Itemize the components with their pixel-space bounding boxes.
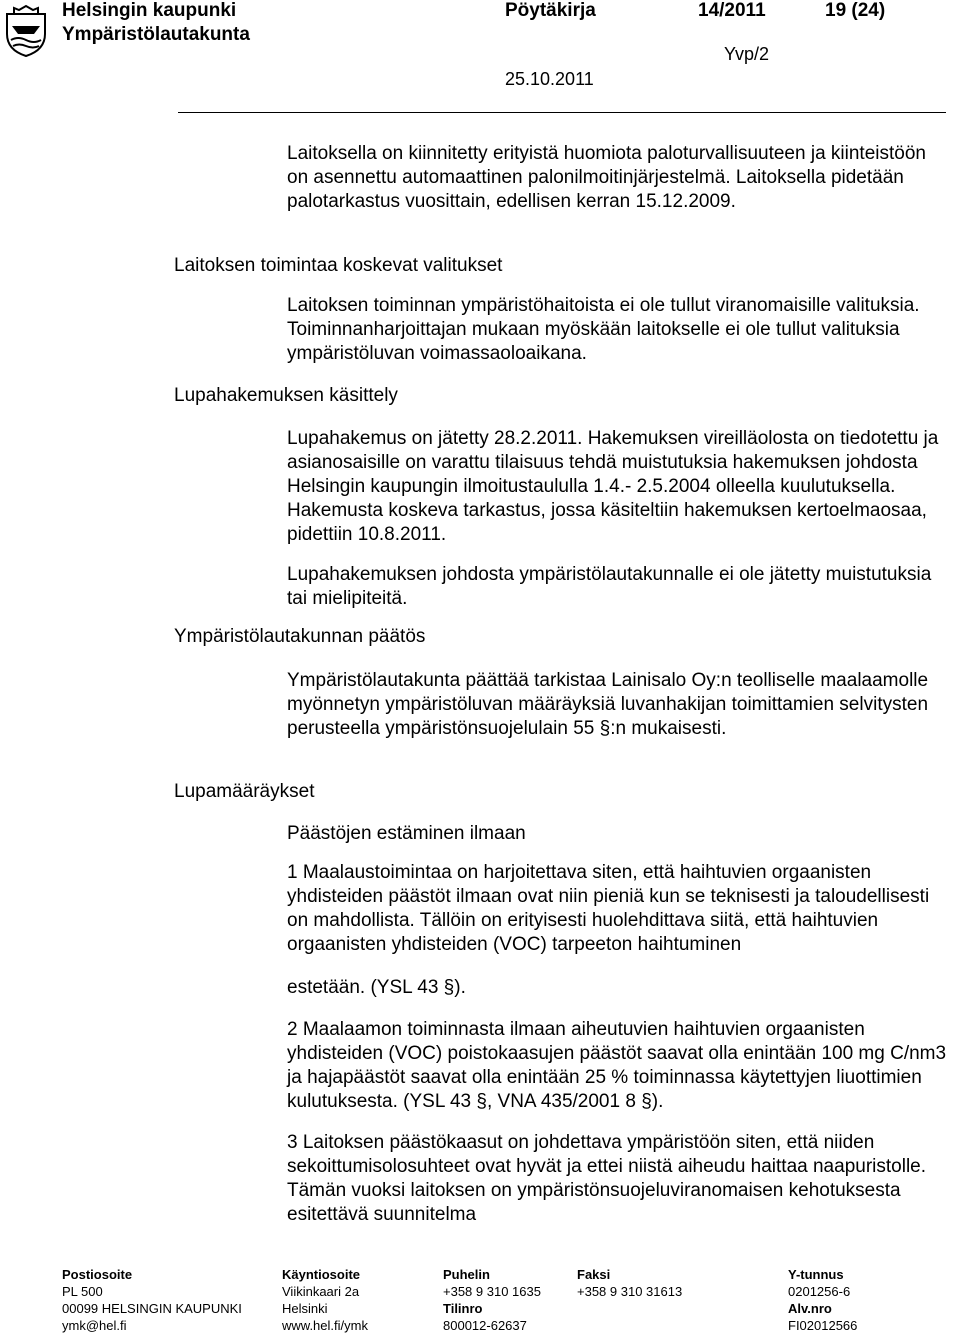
footer-account-label: Tilinro [443,1301,483,1316]
header-unit: Ympäristölautakunta [62,24,250,45]
processing-paragraph-2: Lupahakemuksen johdosta ympäristölautakunnalle ei ole jätetty muistutuksia tai mielipiteitä. [287,564,932,609]
header-org: Helsingin kaupunki [62,0,237,21]
footer-postal-box: PL 500 [62,1284,103,1299]
footer-fax-number: +358 9 310 31613 [577,1284,683,1299]
footer-vat-number: FI02012566 [788,1318,858,1333]
footer-account-number: 800012-62637 [443,1318,527,1333]
complaints-heading: Laitoksen toimintaa koskevat valitukset [174,255,503,276]
footer-phone-number: +358 9 310 1635 [443,1284,541,1299]
footer-fax [577,1266,682,1300]
header-date: 25.10.2011 [505,69,594,89]
complaints-paragraph: Laitoksen toiminnan ympäristöhaitoista ei ole tullut viranomaisille valituksia. Toiminnanharjoittajan mukaan myöskään laitokselle ei ole tullut valituksia ympäristöluvan voimassaoloaikana. [287,295,920,364]
header-divider [178,112,946,113]
header-doc-number: 14/2011 [698,0,766,21]
footer-business-id-label: Y-tunnus [788,1267,844,1282]
footer-vat-label: Alv.nro [788,1301,832,1316]
footer-postal-city: 00099 HELSINGIN KAUPUNKI [62,1301,242,1316]
footer-visiting-city: Helsinki [282,1301,328,1316]
header-doc-type: Pöytäkirja [505,0,596,21]
decision-paragraph: Ympäristölautakunta päättää tarkistaa Lainisalo Oy:n teolliselle maalaamolle myönnetyn ympäristöluvan määräyksiä luvanhakijan toimittamien selvitysten perusteella ympäristönsuojelulain 55 §:n mukaisesti. [287,670,929,739]
footer-postal [62,1266,242,1334]
footer-email-link[interactable]: ymk@hel.fi [62,1318,127,1333]
condition-1-paragraph: 1 Maalaustoimintaa on harjoitettava siten, että haihtuvien orgaanisten yhdisteiden päästöt ilmaan ovat niin pieniä kun se teknisesti ja taloudellisesti on mahdollista. Tällöin on erityisesti huolehdittava siitä, että haihtuvien orgaanisten yhdisteiden (VOC) tarpeeton haihtuminen [287,862,930,955]
decision-heading: Ympäristölautakunnan päätös [174,626,426,647]
condition-3-paragraph: 3 Laitoksen päästökaasut on johdettava ympäristöön siten, että niiden sekoittumisolosuhteet ovat hyvät ja ettei niistä aiheudu haittaa naapuristolle. Tämän vuoksi laitoksen on ympäristönsuojeluviranomaisen kehotuksesta esitettävä suunnitelma [287,1132,927,1225]
footer-business-id [788,1266,857,1334]
conditions-heading: Lupamääräykset [174,781,315,802]
helsinki-crest-icon [4,4,48,58]
footer-visiting-street: Viikinkaari 2a [282,1284,360,1299]
footer-business-id-value: 0201256-6 [788,1284,851,1299]
footer-phone [443,1266,541,1334]
intro-paragraph: Laitoksella on kiinnitetty erityistä huomiota paloturvallisuuteen ja kiinteistöön on asennettu automaattinen palonilmoitinjärjestelmä. Laitoksella pidetään palotarkastus vuosittain, edellisen kerran 15.12.2009. [287,143,926,212]
processing-heading: Lupahakemuksen käsittely [174,385,398,406]
air-emissions-heading: Päästöjen estäminen ilmaan [287,823,526,844]
footer-visiting [282,1266,368,1334]
footer-visiting-label: Käyntiosoite [282,1267,361,1282]
footer-postal-label: Postiosoite [62,1267,133,1282]
footer-fax-label: Faksi [577,1267,611,1282]
processing-paragraph-1: Lupahakemus on jätetty 28.2.2011. Hakemuksen vireilläolosta on tiedotettu ja asianosaisille on varattu tilaisuus tehdä muistutuksia hakemuksen johdosta Helsingin kaupungin ilmoitustaululla 1.4.- 2.5.2004 olleella kuulutuksella. Hakemusta koskeva tarkastus, jossa käsiteltiin hakemuksen kertoelmaosaa, pidettiin 10.8.2011. [287,428,939,545]
condition-2-paragraph: 2 Maalaamon toiminnasta ilmaan aiheutuvien haihtuvien orgaanisten yhdisteiden (VOC) poistokaasujen päästöt saavat olla enintään 100 mg C/nm3 ja hajapäästöt saavat olla enintään 25 % toiminnassa käytettyjen liuottimien kulutuksesta. (YSL 43 §, VNA 435/2001 8 §). [287,1019,947,1112]
header-page-number: 19 (24) [825,0,886,21]
header-section-ref: Yvp/2 [724,44,770,64]
condition-1-continuation: estetään. (YSL 43 §). [287,977,466,998]
footer-phone-label: Puhelin [443,1267,490,1282]
footer-website-link[interactable]: www.hel.fi/ymk [282,1318,368,1333]
